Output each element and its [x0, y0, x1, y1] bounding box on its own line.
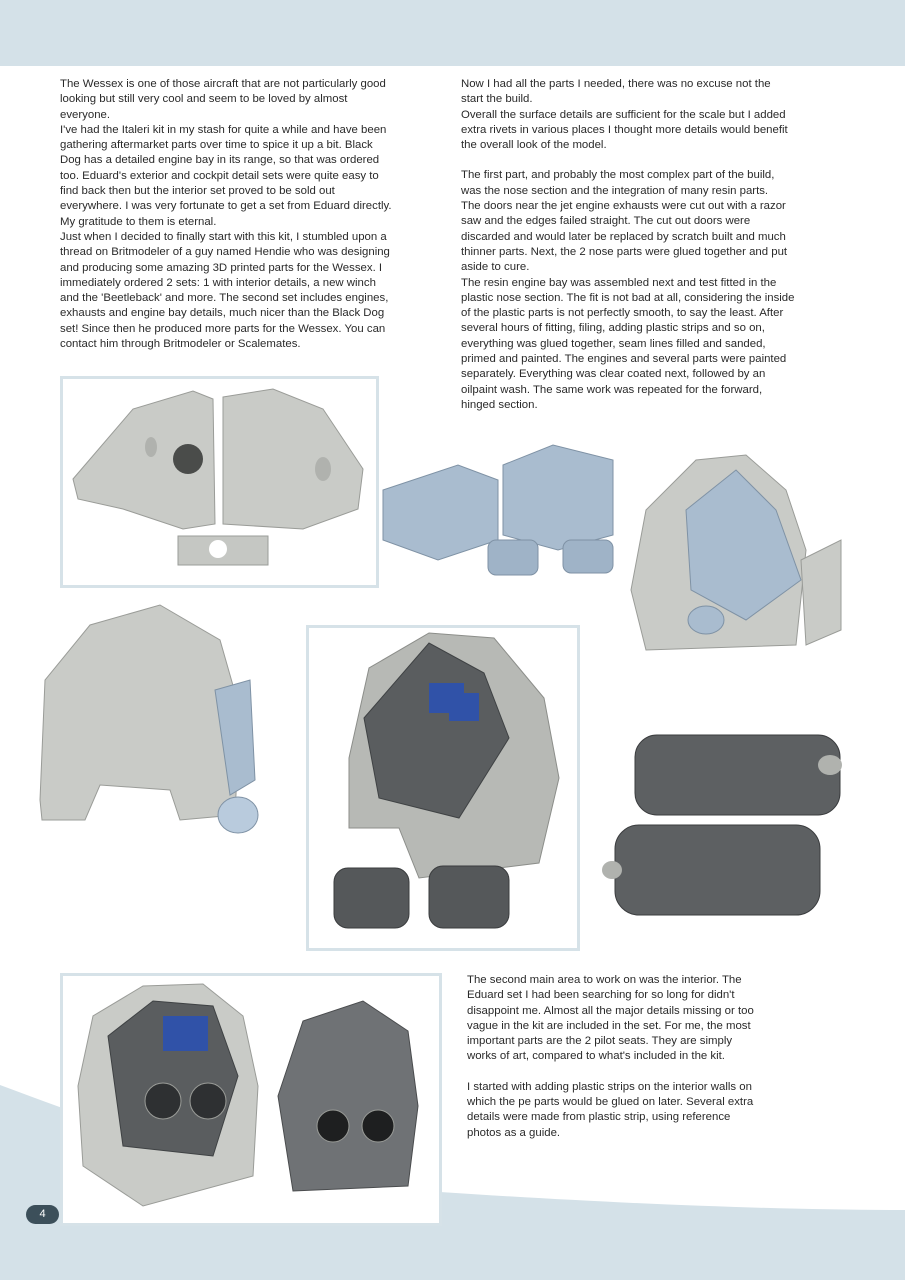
paragraph: I've had the Italeri kit in my stash for quite a while and have been gathering aftermarket parts over time to spice it up a bit. Black Dog has a detailed engine bay in its range, so that was ordered too. Eduard's exterior and cockpit detail sets were quite easy to find back then but the interior set proved to be sold out everywhere. I was very fortunate to get a set from Eduard directly. My gratitude to them is eternal. [60, 123, 392, 228]
page-number-badge: 4 [26, 1205, 59, 1224]
photo-nose-halves [60, 376, 379, 588]
paragraph: Overall the surface details are sufficient for the scale but I added extra rivets in various places I thought more details would benefit the overall look of the model. [461, 108, 788, 152]
photo-nose-test-fit [626, 450, 851, 665]
paragraph: The first part, and probably the most complex part of the build, was the nose section and the integration of many resin parts. The doors near the jet engine exhausts were cut out with a razor saw and the edges failed straight. The cut out doors were discarded and would later be replaced by scratch built and much thinner parts. Next, the 2 nose parts were glued together and put aside to cure. [461, 169, 788, 274]
photo-interior [60, 973, 442, 1226]
article-right-column [461, 77, 846, 413]
paragraph: I started with adding plastic strips on the interior walls on which the pe parts would be glued on later. Several extra details were made from plastic strip, using reference photos as a guide. [467, 1080, 754, 1139]
article-bottom-column [467, 973, 812, 1141]
photo-nose-painted [306, 625, 580, 951]
paragraph: Now I had all the parts I needed, there was no excuse not the start the build. [461, 78, 771, 106]
paragraph: The Wessex is one of those aircraft that are not particularly good looking but still very cool and seem to be loved by almost everyone. [60, 78, 386, 121]
photo-resin-parts [378, 440, 633, 610]
photo-engines [600, 720, 855, 930]
header-band [0, 0, 905, 66]
photo-nose-exterior [30, 600, 270, 840]
paragraph: The second main area to work on was the interior. The Eduard set I had been searching for so long for didn't disappoint me. Almost all the major details missing or too vague in the kit are included in the set. For me, the most important parts are the 2 pilot seats. They are simply works of art, compared to what's included in the kit. [467, 974, 754, 1063]
paragraph: The resin engine bay was assembled next and test fitted in the plastic nose section. The fit is not bad at all, considering the inside of the plastic parts is not perfectly smooth, to say the least. After several hours of fitting, filing, adding plastic strips and so on, everything was glued together, seam lines filled and sanded, primed and painted. The engines and several parts were painted separately. Everything was clear coated next, followed by an oilpaint wash. The same work was repeated for the forward, hinged section. [461, 276, 795, 411]
paragraph: Just when I decided to finally start with this kit, I stumbled upon a thread on Britmodeler of a guy named Hendie who was designing and producing some amazing 3D printed parts for the Wessex. I immediately ordered 2 sets: 1 with interior details, a new winch and the 'Beetleback' and more. The second set includes engines, exhausts and engine bay details, much nicer than the Black Dog set! Since then he produced more parts for the Wessex. You can contact him through Britmodeler or Scalemates. [60, 230, 390, 351]
article-left-column [60, 77, 440, 352]
